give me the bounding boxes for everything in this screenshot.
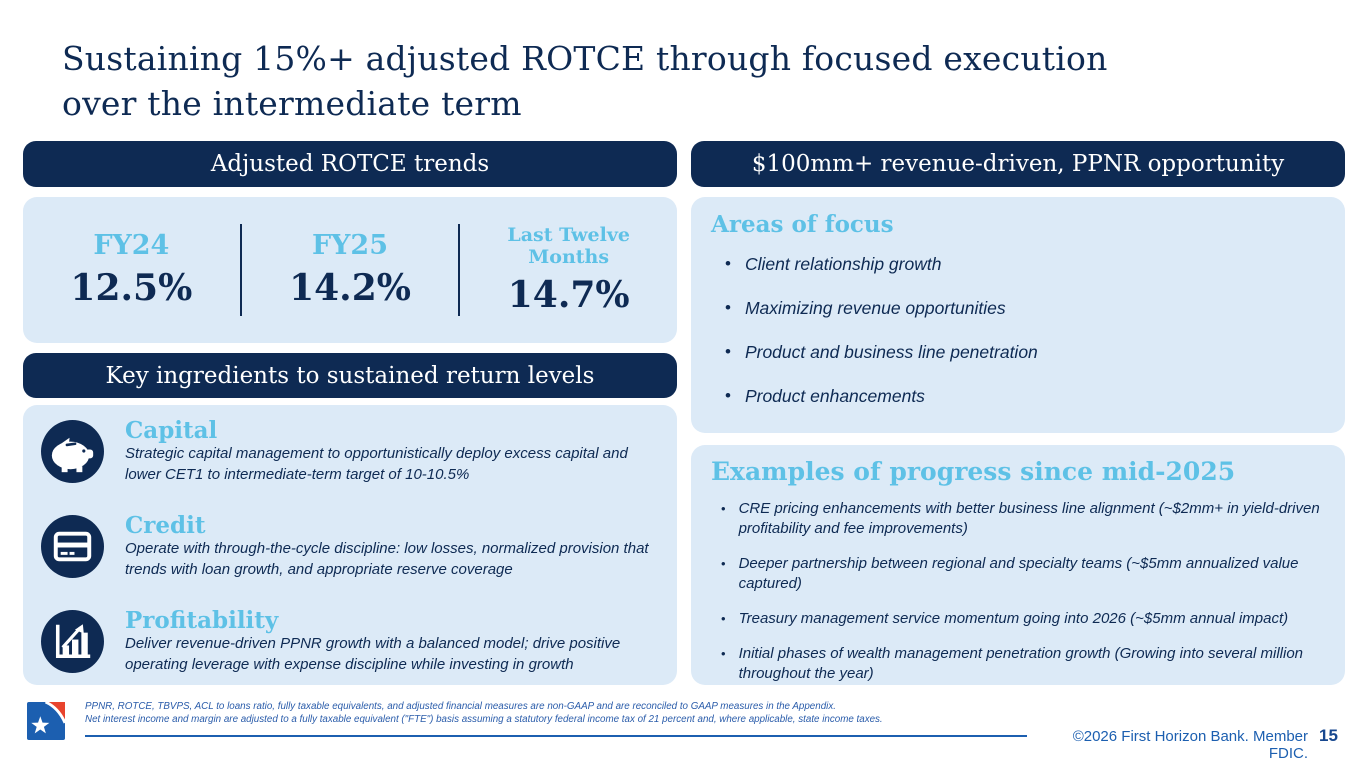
metric-fy25-label: FY25 (311, 230, 389, 261)
focus-bullet-4: Product enhancements (744, 386, 925, 406)
section-header-key-ingredients-label: Key ingredients to sustained return levels (105, 362, 595, 389)
section-header-ppnr-opportunity-label: $100mm+ revenue-driven, PPNR opportunity (751, 151, 1285, 177)
progress-bullet-4: Initial phases of wealth management penetration growth (Growing into several million throughout the year) (738, 645, 1304, 682)
ingredient-profitability-text (125, 608, 661, 675)
ingredient-capital (41, 418, 661, 485)
footer-divider (85, 735, 1027, 737)
progress-bullet-2: Deeper partnership between regional and specialty teams (~$5mm annualized value captured) (738, 555, 1299, 592)
focus-bullet-2: Maximizing revenue opportunities (744, 298, 1006, 318)
ingredient-credit (41, 513, 661, 580)
metric-fy24-value: 12.5% (70, 267, 193, 309)
footnote (85, 701, 1045, 726)
bullet-dot: • (725, 386, 731, 405)
progress-bullet-3: Treasury management service momentum going into 2026 (~$5mm annual impact) (738, 610, 1289, 627)
metric-fy25 (242, 207, 459, 333)
progress-examples-list (711, 499, 1325, 684)
ingredient-credit-title: Credit (125, 512, 206, 539)
piggy-bank-icon (41, 420, 104, 483)
ingredient-capital-text (125, 418, 661, 485)
key-ingredients-panel (23, 405, 677, 685)
slide-title-line2: over the intermediate term (62, 84, 522, 123)
list-item (721, 554, 1325, 594)
slide-title (62, 36, 1282, 126)
section-header-rotce-trends-label: Adjusted ROTCE trends (210, 151, 490, 177)
list-item (721, 499, 1325, 539)
ingredient-credit-text (125, 513, 661, 580)
bullet-dot: • (721, 556, 726, 571)
list-item (725, 384, 1325, 408)
progress-examples-heading: Examples of progress since mid-2025 (711, 457, 1236, 486)
footnote-line1: PPNR, ROTCE, TBVPS, ACL to loans ratio, fully taxable equivalents, and adjusted financial measures are non-GAAP and are reconciled to GAAP measures in the Appendix. (85, 701, 836, 712)
list-item (721, 644, 1325, 684)
credit-card-icon (41, 515, 104, 578)
bullet-dot: • (721, 646, 726, 661)
ingredient-capital-desc: Strategic capital management to opportunistically deploy excess capital and lower CET1 to intermediate-term target of 10-10.5% (125, 445, 628, 483)
progress-examples-panel (691, 445, 1345, 685)
metric-fy24-label: FY24 (93, 230, 170, 261)
bullet-dot: • (725, 298, 731, 317)
footnote-line2: Net interest income and margin are adjusted to a fully taxable equivalent ("FTE") basis assuming a statutory federal income tax of 21 percent and, where applicable, state income taxes. (85, 713, 883, 725)
list-item (721, 609, 1325, 629)
page-number: 15 (1319, 726, 1338, 745)
ingredient-profitability-title: Profitability (125, 607, 279, 634)
copyright-text: ©2026 First Horizon Bank. Member FDIC. (1072, 728, 1308, 762)
ingredient-profitability-desc: Deliver revenue-driven PPNR growth with a balanced model; drive positive operating leverage with expense discipline while investing in growth (125, 635, 621, 673)
bar-chart-icon (41, 610, 104, 673)
bullet-dot: • (725, 342, 731, 361)
section-header-ppnr-opportunity (691, 141, 1345, 187)
section-header-key-ingredients (23, 353, 677, 398)
focus-bullet-1: Client relationship growth (744, 254, 942, 274)
section-header-rotce-trends (23, 141, 677, 187)
bullet-dot: • (721, 501, 726, 516)
focus-bullet-3: Product and business line penetration (744, 342, 1038, 362)
areas-of-focus-heading: Areas of focus (711, 211, 894, 238)
ingredient-credit-desc: Operate with through-the-cycle discipline: low losses, normalized provision that trends with loan growth, and appropriate reserve coverage (125, 540, 649, 578)
bullet-dot: • (721, 611, 726, 626)
metric-ltm-label: Last Twelve Months (507, 224, 630, 268)
list-item (725, 296, 1325, 320)
metric-ltm-value: 14.7% (507, 274, 630, 316)
list-item (725, 340, 1325, 364)
ingredient-profitability (41, 608, 661, 675)
slide-title-line1: Sustaining 15%+ adjusted ROTCE through focused execution (62, 39, 1108, 78)
areas-of-focus-list (711, 252, 1325, 408)
areas-of-focus-panel (691, 197, 1345, 433)
list-item (725, 252, 1325, 276)
progress-bullet-1: CRE pricing enhancements with better business line alignment (~$2mm+ in yield-driven profitability and fee improvements) (738, 500, 1320, 537)
bullet-dot: • (725, 254, 731, 273)
metric-fy24 (23, 207, 240, 333)
metric-ltm (460, 207, 677, 333)
first-horizon-logo (27, 702, 65, 740)
rotce-metrics-panel (23, 197, 677, 343)
ingredient-capital-title: Capital (125, 417, 218, 444)
metric-fy25-value: 14.2% (289, 267, 411, 309)
